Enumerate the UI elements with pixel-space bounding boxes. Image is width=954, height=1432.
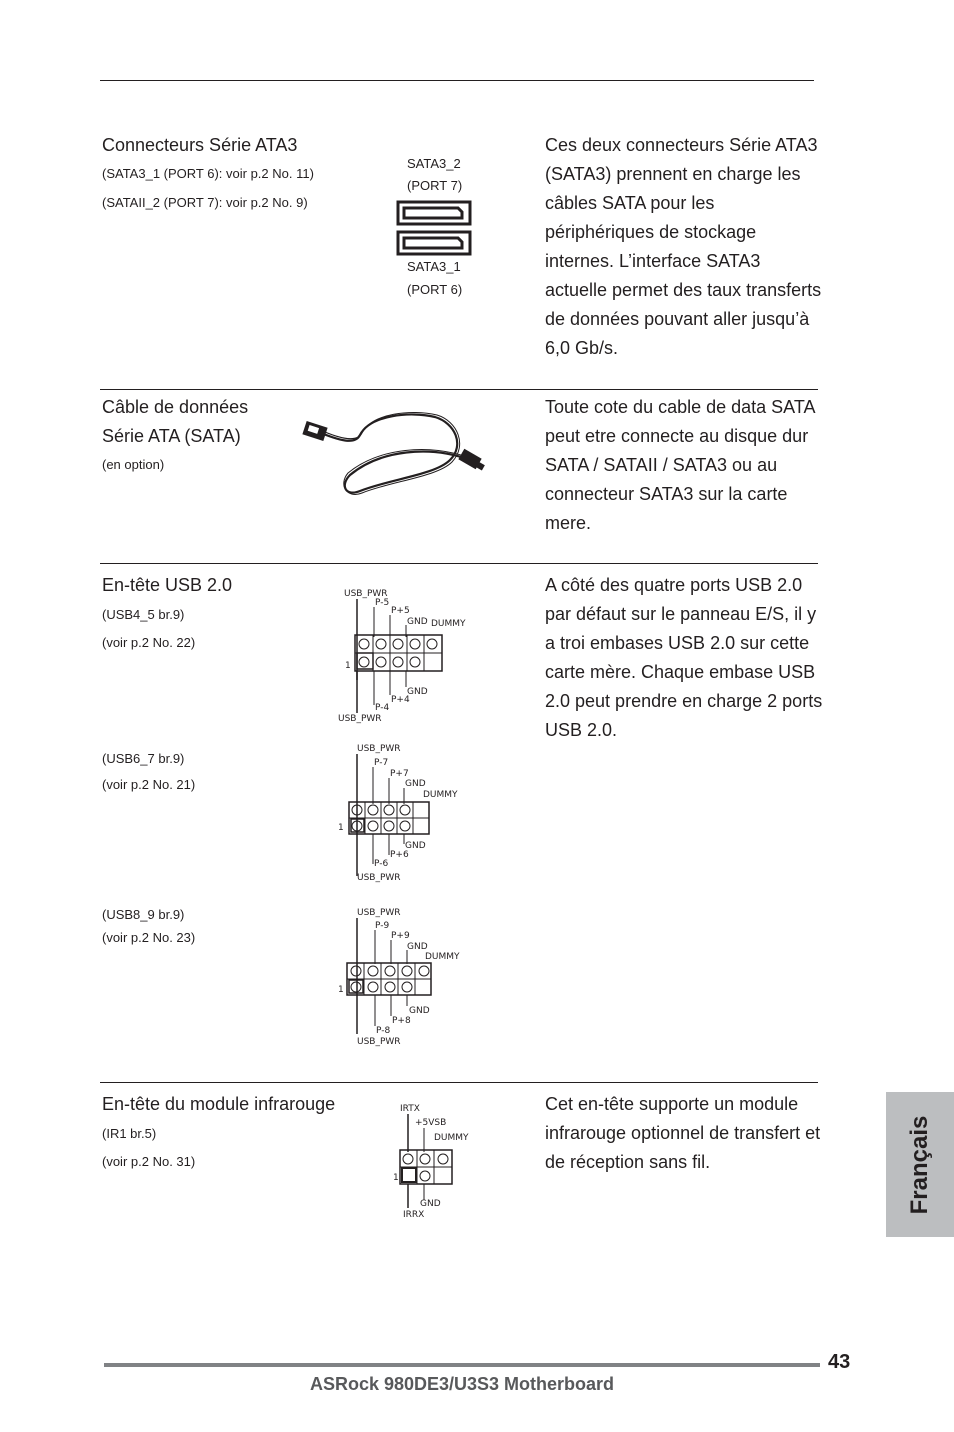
ir-see: (voir p.2 No. 31) [102,1154,196,1169]
usb3-dummy-label: DUMMY [425,952,460,962]
sata3-ref-1: (SATA3_1 (PORT 6): voir p.2 No. 11) [102,166,314,181]
language-side-tab-label: Français [906,1115,933,1214]
divider-1 [100,389,818,390]
ir-irtx-label: IRTX [400,1104,420,1114]
page-number: 43 [828,1351,851,1373]
sata3-2-label: SATA3_2 [407,156,461,171]
sata-cable-description: Toute cote du cable de data SATA peut etre connecte au disque dur SATA / SATAII / SATA3 ou au connecteur SATA3 sur la carte mere. [545,397,815,533]
ir-irrx-label: IRRX [403,1210,425,1220]
usb2-pin1-label: 1 [338,823,344,833]
usb-h3-see: (voir p.2 No. 23) [102,930,196,945]
usb-header-1-diagram [335,585,475,725]
usb3-bot-gnd-label: GND [409,1006,430,1016]
usb-header-2-diagram [335,738,475,886]
usb1-pin1-label: 1 [345,661,351,671]
footer-rule [104,1363,820,1367]
usb3-bot-pwr-label: USB_PWR [357,1037,401,1047]
usb3-bot-plus-label: P+8 [392,1016,411,1026]
ir-description: Cet en-tête supporte un module infrarouge optionnel de transfert et de réception sans fil. [545,1094,821,1172]
usb2-top-gnd-label: GND [405,779,426,789]
usb3-top-plus-label: P+9 [391,931,410,941]
top-rule [100,80,814,81]
usb-h3-ref: (USB8_9 br.9) [102,907,185,922]
usb3-pin1-label: 1 [338,985,344,995]
ir-gnd-label: GND [420,1199,441,1209]
usb1-top-gnd-label: GND [407,617,428,627]
sata3-ref-2: (SATAII_2 (PORT 7): voir p.2 No. 9) [102,195,308,210]
usb3-bot-minus-label: P-8 [376,1026,391,1036]
usb-h1-ref: (USB4_5 br.9) [102,607,185,622]
usb3-top-pwr-label: USB_PWR [357,908,401,918]
language-side-tab [886,1092,954,1237]
usb1-bot-minus-label: P-4 [375,703,390,713]
usb1-bot-gnd-label: GND [407,687,428,697]
ir-ref: (IR1 br.5) [102,1126,157,1141]
usb-title: En-tête USB 2.0 [102,575,233,595]
usb2-dummy-label: DUMMY [423,790,458,800]
usb-h2-see: (voir p.2 No. 21) [102,777,196,792]
usb1-dummy-label: DUMMY [431,619,466,629]
usb1-top-pwr-label: USB_PWR [344,589,388,599]
usb3-top-gnd-label: GND [407,942,428,952]
usb-h1-see: (voir p.2 No. 22) [102,635,196,650]
ir-dummy-label: DUMMY [434,1133,469,1143]
usb1-top-plus-label: P+5 [391,606,410,616]
usb3-top-minus-label: P-9 [375,921,390,931]
ir-pin1-label: 1 [393,1173,399,1183]
usb-h2-ref: (USB6_7 br.9) [102,751,185,766]
sata-cable-image [300,405,500,505]
usb2-top-minus-label: P-7 [374,758,389,768]
usb2-bot-gnd-label: GND [405,841,426,851]
sata3-1-label: SATA3_1 [407,259,461,274]
sata3-title: Connecteurs Série ATA3 [102,135,298,155]
usb2-bot-minus-label: P-6 [374,859,389,869]
sata3-1-port-label: (PORT 6) [407,282,463,297]
usb2-bot-pwr-label: USB_PWR [357,873,401,883]
usb1-top-minus-label: P-5 [375,598,390,608]
sata-cable-note: (en option) [102,457,165,472]
usb2-top-pwr-label: USB_PWR [357,744,401,754]
ir-vsb-label: +5VSB [415,1118,447,1128]
divider-2 [100,563,818,564]
usb-header-3-diagram [335,904,475,1050]
sata-cable-title-2: Série ATA (SATA) [102,426,241,446]
usb1-bot-pwr-label: USB_PWR [338,714,382,724]
ir-title: En-tête du module infrarouge [102,1094,336,1114]
divider-3 [100,1082,818,1083]
sata-connector-diagram [396,200,472,258]
usb2-bot-plus-label: P+6 [390,850,409,860]
usb-description: A côté des quatre ports USB 2.0 par défaut sur le panneau E/S, il y a troi embases USB 2.0 sur cette carte mère. Chaque embase USB 2.0 peut prendre en charge 2 ports USB 2.0. [545,575,823,740]
sata3-description: Ces deux connecteurs Série ATA3 (SATA3) prennent en charge les câbles SATA pour les périphériques de stockage internes. L’interface SATA3 actuelle permet des taux transferts de données pouvant aller jusqu’à 6,0 Gb/s. [545,135,822,358]
sata-cable-title-1: Câble de données [102,397,249,417]
footer-product: ASRock 980DE3/U3S3 Motherboard [309,1374,615,1394]
ir-header-diagram [390,1100,480,1220]
usb1-bot-plus-label: P+4 [391,695,410,705]
sata3-2-port-label: (PORT 7) [407,178,463,193]
usb2-top-plus-label: P+7 [390,769,409,779]
